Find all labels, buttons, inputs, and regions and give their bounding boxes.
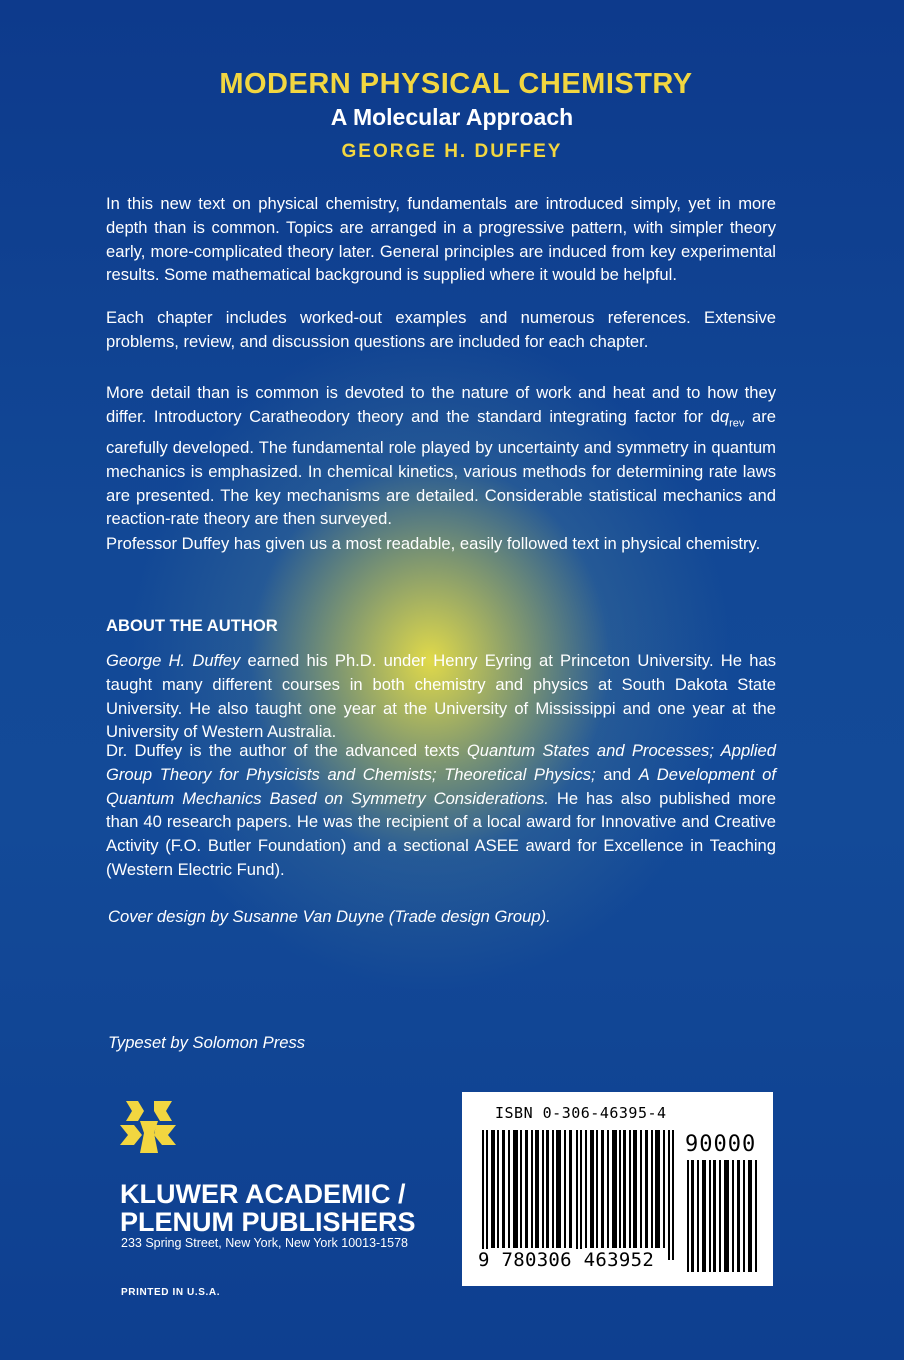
printed-in: PRINTED IN U.S.A.: [121, 1287, 221, 1298]
publisher-logo-icon: [118, 1097, 180, 1157]
description-paragraph-4: Professor Duffey has given us a most readable, easily followed text in physical chemistry.: [106, 534, 761, 553]
addon-barcode: [687, 1160, 759, 1272]
rev-subscript: rev: [729, 417, 745, 430]
cover-design-credit: Cover design by Susanne Van Duyne (Trade design Group).: [108, 907, 551, 926]
ean-barcode: [482, 1130, 680, 1260]
typeset-credit: Typeset by Solomon Press: [108, 1033, 306, 1052]
book-title: MODERN PHYSICAL CHEMISTRY: [219, 68, 693, 100]
about-paragraph-1: George H. Duffey earned his Ph.D. under Henry Eyring at Princeton University. He has taught many different courses in both chemistry and physics at South Dakota State University. He also taught one year at the University of Mississippi and one year at the University of Western Australia.: [106, 651, 776, 742]
book-subtitle: A Molecular Approach: [330, 104, 574, 130]
addon-digits: 90000: [685, 1132, 757, 1157]
book-titles-2: A Development of Quantum Mechanics Based on Symmetry Considerations.: [106, 764, 776, 808]
description-paragraph-1: In this new text on physical chemistry, fundamentals are introduced simply, yet in more depth than is common. Topics are arranged in a progressive pattern, with simpler theory early, more-complicated theory later. General principles are induced from key experimental results. Some mathematical background is supplied where it would be helpful.: [106, 194, 776, 285]
book-author: GEORGE H. DUFFEY: [341, 141, 563, 162]
description-paragraph-2: Each chapter includes worked-out examples and numerous references. Extensive problems, review, and discussion questions are included for each chapter.: [106, 308, 776, 351]
title-block: [0, 66, 904, 164]
description-paragraph-3: More detail than is common is devoted to the nature of work and heat and to how they differ. Introductory Caratheodory theory and the standard integrating factor for $dq_{rev}$ are carefully developed. The fundamental role played by uncertainty and symmetry in quantum mechanics is emphasized. In chemical kinetics, various methods for determining rate laws are presented. The key mechanisms are detailed. Considerable statistical mechanics and reaction-rate theory are then surveyed.: [106, 383, 776, 529]
ean-digits: 9 780306 463952: [478, 1249, 655, 1271]
publisher-name: KLUWER ACADEMIC / PLENUM PUBLISHERS: [120, 1179, 416, 1237]
barcode-box: [462, 1092, 773, 1286]
isbn-text: ISBN 0-306-46395-4: [495, 1104, 667, 1122]
publisher-address: 233 Spring Street, New York, New York 10013-1578: [121, 1236, 408, 1250]
author-name: George H. Duffey: [106, 651, 241, 670]
q-symbol: q: [719, 406, 730, 426]
about-author-heading: ABOUT THE AUTHOR: [106, 616, 278, 635]
book-titles-1: Quantum States and Processes; Applied Group Theory for Physicists and Chemists; Theoretical Physics;: [106, 741, 777, 784]
about-paragraph-2: Dr. Duffey is the author of the advanced texts Quantum States and Processes; Applied Group Theory for Physicists and Chemists; Theoretical Physics; and A Development of Quantum Mechanics Based on Symmetry Considerations. He has also published more than 40 research papers. He was the recipient of a local award for Innovative and Creative Activity (F.O. Butler Foundation) and a sectional ASEE award for Excellence in Teaching (Western Electric Fund).: [106, 741, 777, 879]
